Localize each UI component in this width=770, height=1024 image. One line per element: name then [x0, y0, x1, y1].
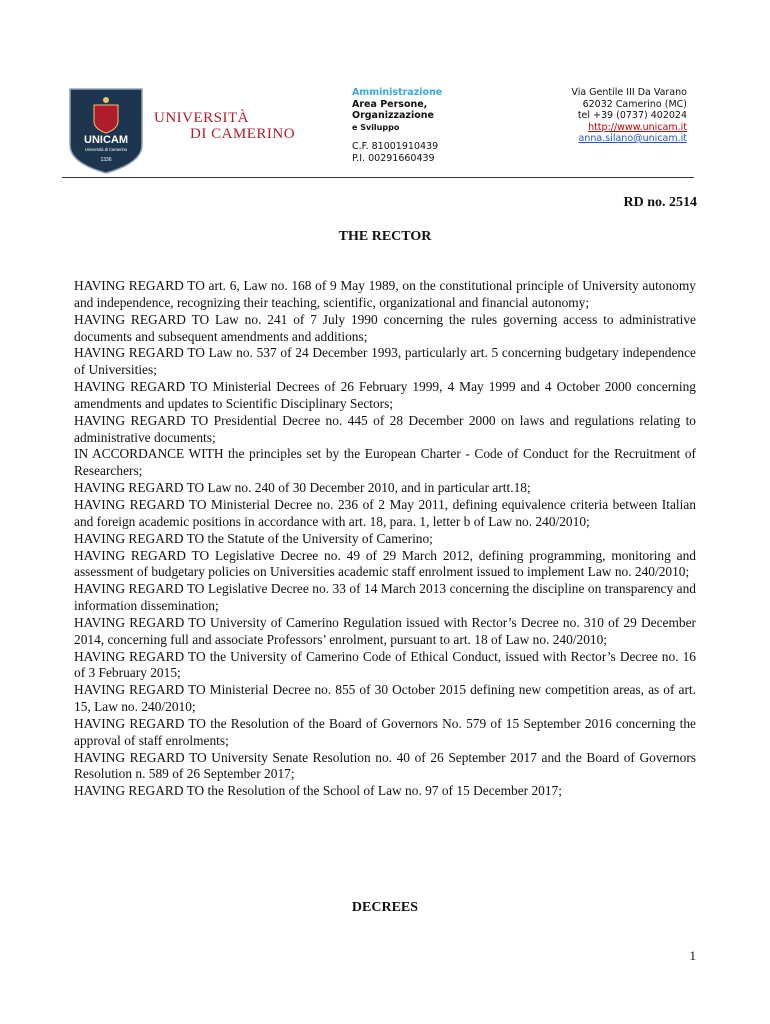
- preamble-paragraph: HAVING REGARD TO Ministerial Decree no. 855 of 30 October 2015 defining new competition areas, as of art. 15, Law no. 240/2010;: [74, 682, 696, 715]
- phone-number: tel +39 (0737) 402024: [577, 110, 687, 121]
- page-number: 1: [689, 948, 696, 963]
- preamble-paragraph: HAVING REGARD TO the Statute of the University of Camerino;: [74, 530, 433, 546]
- preamble-paragraph: HAVING REGARD TO art. 6, Law no. 168 of 9 May 1989, on the constitutional principle of University autonomy and independence, recognizing their teaching, scientific, organizational and financial autonomy;: [74, 278, 696, 310]
- address-line-2: 62032 Camerino (MC): [582, 98, 687, 110]
- crown-icon: [103, 97, 109, 103]
- preamble-paragraph: HAVING REGARD TO Legislative Decree no. 49 of 29 March 2012, defining programming, monitoring and assessment of budgetary policies on Universities academic staff enrolment issued to implement Law no. 240/2010;: [74, 547, 696, 580]
- preamble-paragraph: HAVING REGARD TO the University of Camerino Code of Ethical Conduct, issued with Rector’s Decree no. 16 of 3 February 2015;: [74, 648, 696, 681]
- area-line-1: Area Persone,: [352, 98, 428, 110]
- preamble-paragraph: HAVING REGARD TO the Resolution of the School of Law no. 97 of 15 December 2017;: [74, 783, 562, 799]
- preamble-paragraph: HAVING REGARD TO the Resolution of the Board of Governors No. 579 of 15 September 2016 concerning the approval of staff enrolments;: [74, 715, 696, 748]
- shield-title: UNICAM: [84, 134, 128, 146]
- preamble-paragraph: IN ACCORDANCE WITH the principles set by the European Charter - Code of Conduct for the Recruitment of Researchers;: [74, 446, 696, 479]
- preamble-paragraph: HAVING REGARD TO Presidential Decree no. 445 of 28 December 2000 on laws and regulations relating to administrative documents;: [74, 412, 696, 445]
- address-line-1: Via Gentile III Da Varano: [571, 87, 687, 98]
- contact-block: [571, 87, 687, 145]
- preamble-paragraph: HAVING REGARD TO Law no. 240 of 30 December 2010, and in particular artt.18;: [74, 480, 531, 496]
- email-link[interactable]: anna.silano@unicam.it: [578, 133, 687, 144]
- preamble-paragraph: HAVING REGARD TO Ministerial Decrees of 26 February 1999, 4 May 1999 and 4 October 2000 concerning amendments and updates to Scientific Disciplinary Sectors;: [74, 379, 696, 411]
- shield-year: 1336: [100, 157, 112, 163]
- decrees-heading: DECREES: [351, 900, 419, 915]
- unicam-shield-logo: [68, 87, 144, 175]
- preamble-paragraph: HAVING REGARD TO Law no. 537 of 24 December 1993, particularly art. 5 concerning budgetary independence of Universities;: [74, 345, 696, 378]
- website-link[interactable]: http://www.unicam.it: [588, 121, 687, 133]
- area-line-2: Organizzazione: [352, 110, 434, 121]
- admin-block: [352, 87, 442, 164]
- decree-number: RD no. 2514: [623, 195, 697, 210]
- area-line-3: e Sviluppo: [352, 122, 400, 132]
- preamble-paragraph: HAVING REGARD TO Ministerial Decree no. 236 of 2 May 2011, defining equivalence criteria between Italian and foreign academic positions in accordance with art. 18, para. 1, letter b of Law no. 240/2010;: [74, 496, 696, 529]
- preamble-paragraph: HAVING REGARD TO Law no. 241 of 7 July 1990 concerning the rules governing access to administrative documents and subsequent amendments and additions;: [74, 311, 696, 344]
- university-wordmark-logo: [152, 107, 302, 141]
- wordmark-line2: DI CAMERINO: [190, 126, 296, 141]
- preamble-paragraph: HAVING REGARD TO University of Camerino Regulation issued with Rector’s Decree no. 310 of 29 December 2014, concerning full and associate Professors’ enrolment, pursuant to art. 18 of Law no. 240/2010;: [74, 614, 696, 647]
- shield-subtitle: Università di Camerino: [84, 147, 128, 152]
- preamble-paragraph: HAVING REGARD TO University Senate Resolution no. 40 of 26 September 2017 and the Board of Governors Resolution n. 589 of 26 September 2017;: [74, 749, 696, 782]
- vat-number: P.I. 00291660439: [352, 152, 435, 164]
- preamble-body: [74, 278, 696, 800]
- tax-code: C.F. 81001910439: [352, 141, 439, 152]
- department-name: Amministrazione: [352, 87, 443, 98]
- document-title: THE RECTOR: [338, 229, 432, 244]
- header-divider: [62, 177, 694, 178]
- wordmark-line1: UNIVERSITÀ: [154, 110, 249, 126]
- preamble-paragraph: HAVING REGARD TO Legislative Decree no. 33 of 14 March 2013 concerning the discipline on transparency and information dissemination;: [74, 581, 696, 614]
